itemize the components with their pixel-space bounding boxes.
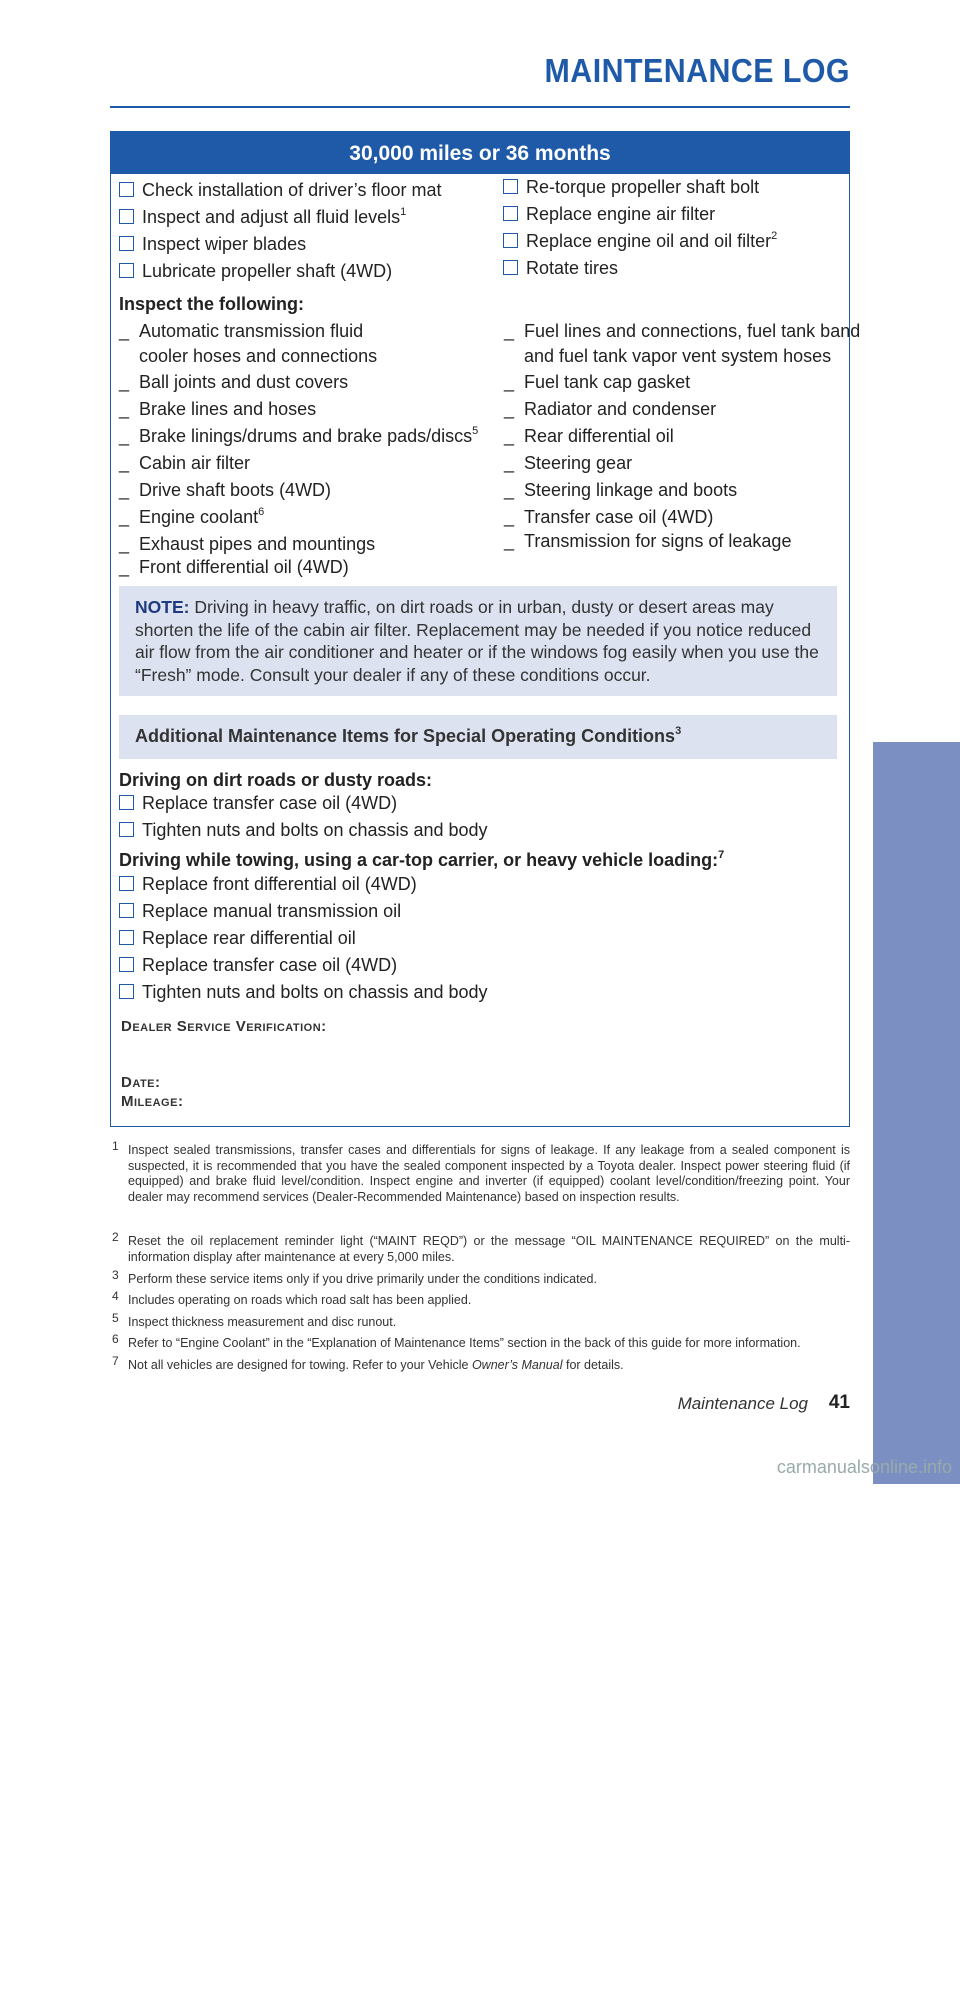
note-label: NOTE: — [135, 597, 190, 617]
inspect-item-line: Rear differential oil — [524, 426, 674, 446]
page-number: 41 — [828, 1392, 850, 1413]
inspect-item-line: Fuel tank cap gasket — [524, 372, 691, 392]
checkbox-icon[interactable] — [119, 209, 134, 224]
footnote-number: 2 — [112, 1230, 119, 1244]
inspect-item: _ Transmission for signs of leakage — [504, 531, 792, 551]
inspect-item-line: Radiator and condenser — [524, 399, 717, 419]
maintenance-panel — [110, 131, 861, 1127]
inspect-item-line: Exhaust pipes and mountings — [139, 534, 376, 554]
mileage-label: Mileage: — [121, 1093, 184, 1110]
checkbox-label: Lubricate propeller shaft (4WD) — [142, 261, 393, 281]
checkbox-label: Check installation of driver’s floor mat — [142, 180, 442, 200]
checkbox-icon[interactable] — [119, 182, 134, 197]
footnote-text: Includes operating on roads which road salt has been applied. — [128, 1293, 472, 1307]
inspect-item: _ Front differential oil (4WD) — [119, 557, 349, 577]
footnote-text: Perform these service items only if you drive primarily under the conditions indicated. — [128, 1272, 597, 1286]
inspect-item: _ Exhaust pipes and mountings — [119, 534, 376, 554]
checkbox-item[interactable] — [119, 900, 401, 922]
footnote-text: Inspect sealed transmissions, transfer cases and differentials for signs of leakage. If any leakage from a sealed component is suspected, it is recommended that you have the sealed component inspected by a Toyota dealer. Inspect power steering fluid (if equipped) and brake fluid level/condition. Inspect engine and inverter (if equipped) coolant level/condition/freezing point. Your dealer may recommend services (Dealer-Recommended Maintenance) based on inspection results. — [128, 1143, 850, 1204]
checkbox-label: Rotate tires — [526, 258, 619, 278]
inspect-item: _ Brake lines and hoses — [119, 399, 317, 419]
footnote-text-end: for details. — [562, 1358, 624, 1372]
panel-header: 30,000 miles or 36 months — [111, 132, 849, 174]
inspect-item-line: Cabin air filter — [139, 453, 251, 473]
inspect-item: _ Fuel tank cap gasket — [504, 372, 691, 392]
inspect-item: _ Steering linkage and boots — [504, 480, 738, 500]
checkbox-label: Inspect and adjust all fluid levels — [142, 207, 401, 227]
checkbox-item[interactable] — [119, 233, 306, 255]
inspect-item: _ Transfer case oil (4WD) — [504, 507, 714, 527]
inspect-item-line: Engine coolant — [139, 507, 259, 527]
footnote-ref: 7 — [718, 849, 725, 861]
inspect-item: _ Drive shaft boots (4WD) — [119, 480, 332, 500]
inspect-item-line: cooler hoses and connections — [139, 346, 378, 366]
towing-heading: Driving while towing, using a car-top carrier, or heavy vehicle loading:$^7$ — [119, 849, 725, 870]
footnote-number: 4 — [112, 1289, 119, 1303]
checkbox-item[interactable] — [119, 819, 488, 841]
checkbox-icon[interactable] — [119, 957, 134, 972]
footnote-number: 1 — [112, 1139, 119, 1153]
checkbox-label: Replace rear differential oil — [142, 928, 356, 948]
inspect-item: _ Brake linings/drums and brake pads/discs$^5$ — [119, 425, 479, 446]
checkbox-label: Replace engine air filter — [526, 204, 716, 224]
footnote-text: Inspect thickness measurement and disc runout. — [128, 1315, 397, 1329]
inspect-item-line: Automatic transmission fluid — [139, 321, 364, 341]
inspect-item: _ Automatic transmission fluid cooler hoses and connections — [119, 319, 377, 369]
checkbox-item[interactable] — [503, 203, 715, 225]
note-box — [119, 586, 837, 696]
additional-maintenance-title: Additional Maintenance Items for Special Operating Conditions$^3$ — [135, 725, 682, 746]
footnote — [112, 1289, 850, 1309]
checkbox-label: Replace engine oil and oil filter — [526, 231, 772, 251]
footnote-text: Reset the oil replacement reminder light (“MAINT REQD”) or the message “OIL MAINTENANCE REQUIRED” on the multi-information display after maintenance at every 5,000 miles. — [128, 1234, 850, 1264]
inspect-item-line: Brake linings/drums and brake pads/discs — [139, 426, 473, 446]
inspect-item: _ Ball joints and dust covers — [119, 372, 349, 392]
footer-label: Maintenance Log — [677, 1394, 808, 1413]
side-tab — [873, 742, 960, 1994]
checkbox-icon[interactable] — [119, 903, 134, 918]
footnote — [112, 1354, 850, 1374]
footnote — [112, 1311, 850, 1331]
checkbox-icon[interactable] — [503, 206, 518, 221]
checkbox-label: Replace front differential oil (4WD) — [142, 874, 417, 894]
owners-manual-ref: Owner’s Manual — [471, 1358, 563, 1372]
inspect-item-line: Fuel lines and connections, fuel tank band — [524, 321, 861, 341]
checkbox-item[interactable] — [119, 260, 392, 282]
checkbox-icon[interactable] — [119, 236, 134, 251]
footnote — [112, 1230, 850, 1265]
footnote-ref: 3 — [675, 725, 682, 737]
inspect-item-line: Steering gear — [524, 453, 633, 473]
additional-maintenance-banner — [119, 715, 837, 759]
checkbox-item[interactable] — [119, 954, 397, 976]
checkbox-label: Re-torque propeller shaft bolt — [526, 177, 760, 197]
dirt-roads-heading: Driving on dirt roads or dusty roads: — [119, 770, 433, 790]
checkbox-icon[interactable] — [119, 795, 134, 810]
watermark: carmanualsonline.info — [776, 1457, 952, 1477]
footnote-number: 6 — [112, 1332, 119, 1346]
inspect-item-line: Transfer case oil (4WD) — [524, 507, 714, 527]
checkbox-item[interactable] — [119, 206, 406, 228]
checkbox-item[interactable] — [119, 981, 488, 1003]
checkbox-icon[interactable] — [503, 260, 518, 275]
checkbox-item[interactable] — [503, 230, 777, 252]
footnote-ref: 6 — [258, 506, 265, 518]
checkbox-label: Replace transfer case oil (4WD) — [142, 955, 398, 975]
footnote-number: 7 — [112, 1354, 119, 1368]
inspect-item-line: Drive shaft boots (4WD) — [139, 480, 332, 500]
date-label: Date: — [121, 1074, 161, 1091]
footnote — [112, 1139, 850, 1205]
checkbox-icon[interactable] — [119, 984, 134, 999]
footnote-text: Not all vehicles are designed for towing. Refer to your Vehicle — [128, 1358, 472, 1372]
footnote — [112, 1268, 850, 1288]
checkbox-icon[interactable] — [119, 822, 134, 837]
checkbox-item[interactable] — [119, 792, 397, 814]
inspect-item-line: Ball joints and dust covers — [139, 372, 349, 392]
checkbox-label: Replace manual transmission oil — [142, 901, 402, 921]
footnote — [112, 1332, 850, 1352]
inspect-item-line: Brake lines and hoses — [139, 399, 317, 419]
checkbox-item[interactable] — [119, 927, 356, 949]
inspect-heading: Inspect the following: — [119, 294, 304, 314]
checkbox-item[interactable] — [503, 176, 759, 198]
inspect-item-line: Front differential oil (4WD) — [139, 557, 349, 577]
inspect-item: _ Engine coolant$^6$ — [119, 506, 265, 527]
inspect-item: _ Cabin air filter — [119, 453, 251, 473]
checkbox-item[interactable] — [119, 873, 417, 895]
title-rule — [110, 106, 850, 108]
checkbox-icon[interactable] — [503, 179, 518, 194]
inspect-item-line: Steering linkage and boots — [524, 480, 738, 500]
checkbox-label: Tighten nuts and bolts on chassis and body — [142, 982, 488, 1002]
footnote-ref: 5 — [472, 425, 479, 437]
inspect-item: _ Rear differential oil — [504, 426, 674, 446]
checkbox-icon[interactable] — [119, 876, 134, 891]
side-tab-label: MAINTENANCE — [898, 1709, 936, 1994]
checkbox-item[interactable] — [119, 179, 441, 201]
checkbox-icon[interactable] — [503, 233, 518, 248]
page-title: MAINTENANCE LOG — [544, 52, 850, 89]
footnote-ref: 2 — [771, 230, 778, 242]
note-body: Driving in heavy traffic, on dirt roads or in urban, dusty or desert areas may shorten the life of the cabin air filter. Replacement may be needed if you notice reduced air flow from the air conditioner and heater or if the windows fog easily when you use the “Fresh” mode. Consult your dealer if any of these conditions occur. — [135, 597, 819, 685]
checkbox-item[interactable] — [503, 257, 618, 279]
inspect-item-line: and fuel tank vapor vent system hoses — [524, 346, 832, 366]
footnote-text: Refer to “Engine Coolant” in the “Explanation of Maintenance Items” section in the back of this guide for more information. — [128, 1336, 801, 1350]
inspect-item-line: Transmission for signs of leakage — [524, 531, 792, 551]
footnote-number: 3 — [112, 1268, 119, 1282]
checkbox-icon[interactable] — [119, 930, 134, 945]
checkbox-label: Inspect wiper blades — [142, 234, 307, 254]
inspect-item: _ Radiator and condenser — [504, 399, 717, 419]
checkbox-label: Tighten nuts and bolts on chassis and body — [142, 820, 488, 840]
note-text — [135, 596, 827, 686]
inspect-item: _ Fuel lines and connections, fuel tank band and fuel tank vapor vent system hoses — [504, 319, 860, 369]
inspect-item: _ Steering gear — [504, 453, 633, 473]
checkbox-icon[interactable] — [119, 263, 134, 278]
checkbox-label: Replace transfer case oil (4WD) — [142, 793, 398, 813]
dealer-verification-label: Dealer Service Verification: — [121, 1018, 327, 1035]
footnote-number: 5 — [112, 1311, 119, 1325]
footnote-ref: 1 — [400, 206, 407, 218]
